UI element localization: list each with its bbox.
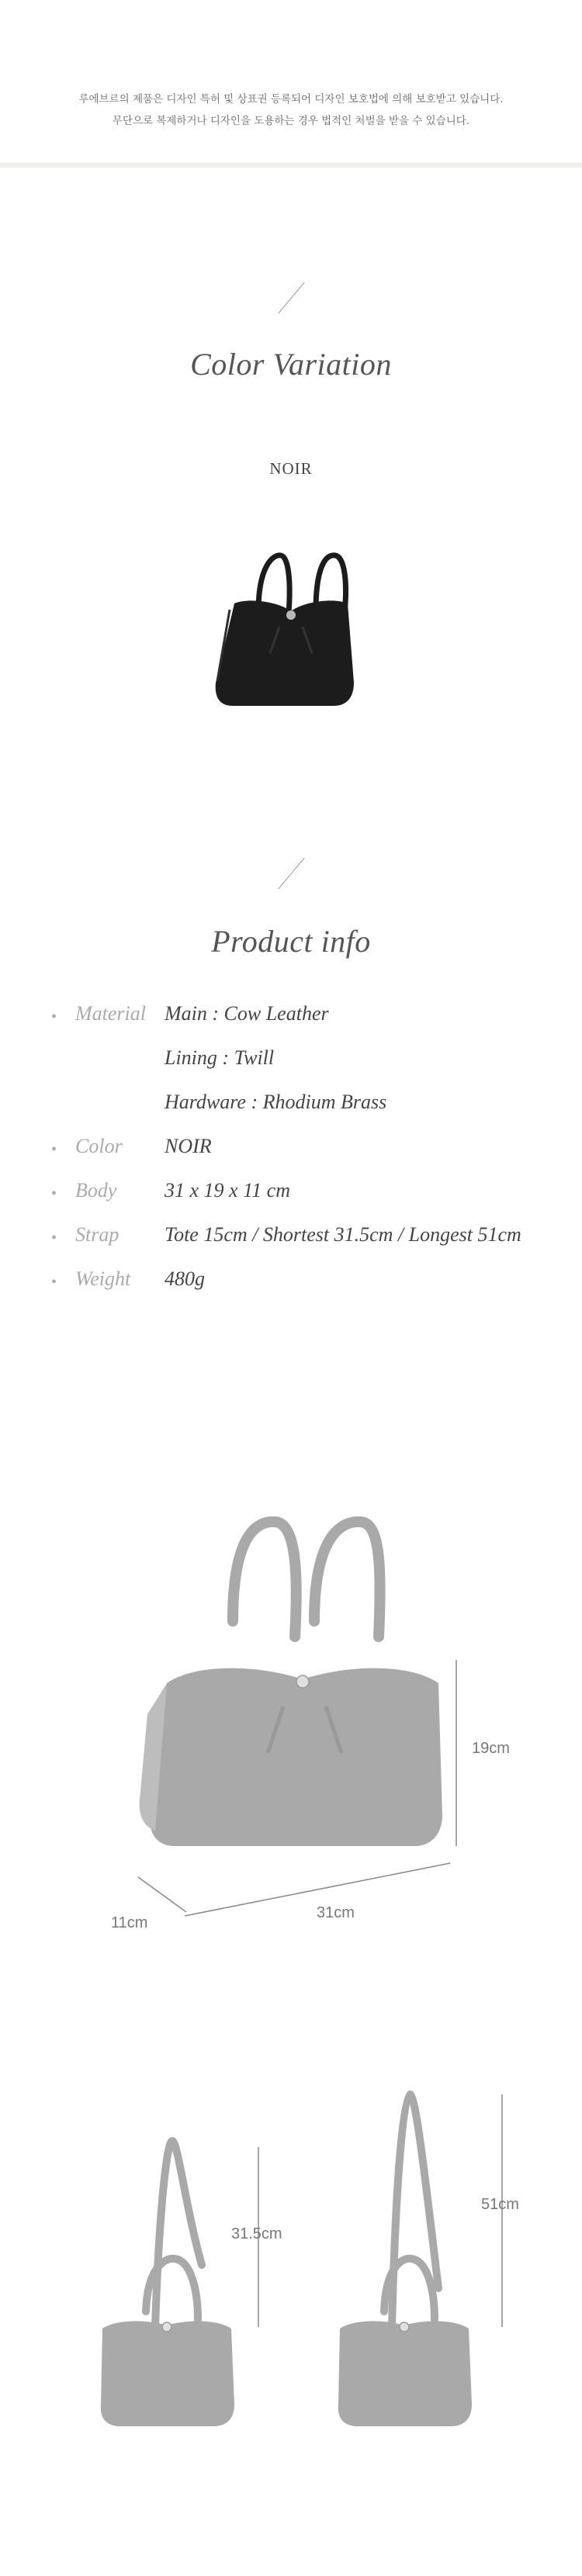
product-info-table: [51, 1002, 556, 1312]
dim-depth-label: 11cm: [111, 1914, 148, 1931]
legal-notice-line-1: 루에브르의 제품은 디자인 특허 및 상표권 등록되어 디자인 보호법에 의해 보호받고 있습니다.: [78, 93, 504, 105]
info-value: Hardware : Rhodium Brass: [165, 1091, 387, 1113]
legal-notice-line-2: 무단으로 복제하거나 디자인을 도용하는 경우 법적인 처벌을 받을 수 있습니다.: [112, 115, 470, 127]
dim-strap-long-label: 51cm: [481, 2196, 519, 2213]
info-row-body: [51, 1179, 556, 1223]
dim-width-label: 31cm: [317, 1904, 355, 1921]
info-value: Main : Cow Leather: [165, 1002, 329, 1025]
info-value: Lining : Twill: [165, 1046, 275, 1069]
section-divider-slash-2: [278, 858, 304, 889]
info-label: Weight: [75, 1267, 131, 1290]
info-row-hardware: [51, 1091, 556, 1135]
strap-length-diagram: [0, 2079, 582, 2436]
info-value: 480g: [165, 1267, 205, 1290]
color-variation-title: Color Variation: [190, 347, 392, 382]
info-row-material: [51, 1002, 556, 1046]
bullet: •: [51, 1185, 57, 1202]
info-row-color: [51, 1135, 556, 1179]
bullet: •: [51, 1274, 57, 1291]
info-label: Body: [75, 1179, 117, 1202]
dim-strap-short-label: 31.5cm: [231, 2225, 282, 2242]
info-label: Strap: [75, 1223, 120, 1246]
info-value: 31 x 19 x 11 cm: [165, 1179, 290, 1202]
bullet: •: [51, 1008, 57, 1025]
bullet: •: [51, 1229, 57, 1247]
info-value: NOIR: [165, 1135, 212, 1157]
legal-notice-banner: [0, 0, 582, 168]
info-label: Color: [75, 1135, 123, 1157]
legal-notice-text: [0, 88, 582, 132]
info-label: Material: [75, 1002, 146, 1025]
dim-height-label: 19cm: [472, 1740, 510, 1757]
info-row-lining: [51, 1046, 556, 1091]
bag-dimension-diagram: [0, 1505, 582, 1955]
product-info-title: Product info: [211, 924, 371, 959]
info-row-weight: [51, 1267, 556, 1312]
section-divider-slash: [278, 282, 304, 313]
info-value: Tote 15cm / Shortest 31.5cm / Longest 51cm: [165, 1223, 521, 1246]
info-row-strap: [51, 1223, 556, 1267]
variant-name: NOIR: [269, 459, 313, 478]
bullet: •: [51, 1141, 57, 1158]
bag-noir-image[interactable]: [0, 543, 582, 721]
